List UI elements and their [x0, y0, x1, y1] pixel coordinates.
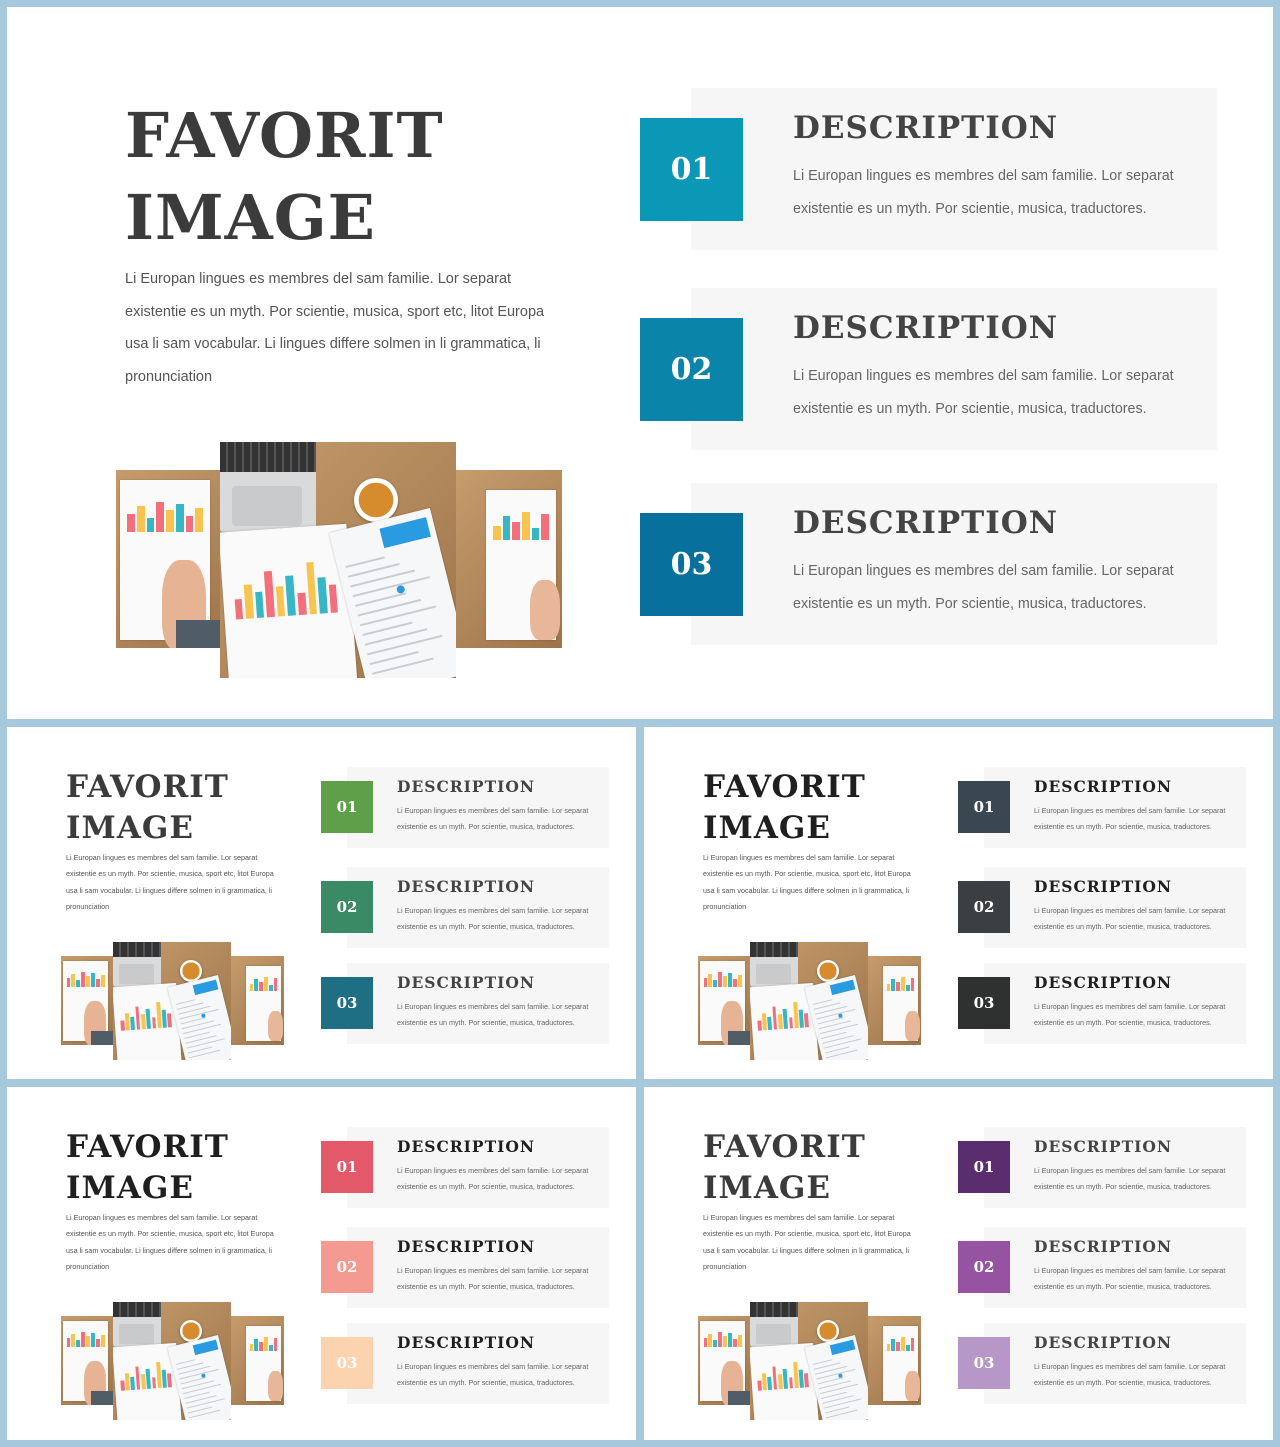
- card-title: DESCRIPTION: [397, 973, 536, 992]
- card-text: Li Europan lingues es membres del sam familie. Lor separat existentie es un myth. Por scientie, musica, traductores.: [397, 1362, 589, 1388]
- photo-left: [61, 956, 114, 1045]
- number-badge-2: 02: [958, 881, 1010, 933]
- card-text: Li Europan lingues es membres del sam familie. Lor separat existentie es un myth. Por scientie, musica, traductores.: [397, 1002, 589, 1028]
- number-badge-1: 01: [321, 781, 373, 833]
- title-line-1: FAVORIT: [125, 99, 444, 172]
- title-line-1: FAVORIT: [66, 1129, 229, 1165]
- slide-title: [125, 95, 444, 259]
- card-title: DESCRIPTION: [1034, 777, 1173, 796]
- photo-center: [750, 942, 868, 1060]
- intro-paragraph: Li Europan lingues es membres del sam familie. Lor separat existentie es un myth. Por scientie, musica, sport etc, litot Europa usa li sam vocabular. Li lingues differe solmen in li grammatica, li pronunciation: [125, 271, 545, 385]
- card-title: DESCRIPTION: [397, 877, 536, 896]
- number-badge-3: 03: [640, 513, 743, 616]
- number-badge-2: 02: [958, 1241, 1010, 1293]
- slide-title: [66, 1127, 229, 1209]
- photo-right: [231, 956, 284, 1045]
- title-line-2: IMAGE: [66, 810, 194, 846]
- number-badge-3: 03: [958, 1337, 1010, 1389]
- photo-right: [868, 1316, 921, 1405]
- card-title: DESCRIPTION: [1034, 1237, 1173, 1256]
- card-title: DESCRIPTION: [1034, 877, 1173, 896]
- card-text: Li Europan lingues es membres del sam familie. Lor separat existentie es un myth. Por scientie, musica, traductores.: [793, 168, 1174, 217]
- slide-2: [7, 727, 636, 1079]
- title-line-2: IMAGE: [125, 181, 376, 254]
- photo-left: [698, 956, 751, 1045]
- photo-center: [113, 1302, 231, 1420]
- card-title: DESCRIPTION: [397, 777, 536, 796]
- card-text: Li Europan lingues es membres del sam familie. Lor separat existentie es un myth. Por scientie, musica, traductores.: [1034, 1166, 1226, 1192]
- card-text: Li Europan lingues es membres del sam familie. Lor separat existentie es un myth. Por scientie, musica, traductores.: [397, 1166, 589, 1192]
- card-text: Li Europan lingues es membres del sam familie. Lor separat existentie es un myth. Por scientie, musica, traductores.: [397, 906, 589, 932]
- number-badge-1: 01: [640, 118, 743, 221]
- intro-paragraph: Li Europan lingues es membres del sam familie. Lor separat existentie es un myth. Por scientie, musica, sport etc, litot Europa usa li sam vocabular. Li lingues differe solmen in li grammatica, li pronunciation: [66, 853, 274, 911]
- card-title: DESCRIPTION: [793, 505, 1059, 541]
- card-title: DESCRIPTION: [397, 1137, 536, 1156]
- card-text: Li Europan lingues es membres del sam familie. Lor separat existentie es un myth. Por scientie, musica, traductores.: [1034, 1002, 1226, 1028]
- photo-center: [113, 942, 231, 1060]
- card-title: DESCRIPTION: [1034, 1333, 1173, 1352]
- card-title: DESCRIPTION: [793, 310, 1059, 346]
- card-title: DESCRIPTION: [793, 110, 1059, 146]
- photo-left: [116, 470, 222, 648]
- slide-title: [703, 1127, 866, 1209]
- number-badge-2: 02: [321, 881, 373, 933]
- card-text: Li Europan lingues es membres del sam familie. Lor separat existentie es un myth. Por scientie, musica, traductores.: [1034, 1362, 1226, 1388]
- photo-left: [61, 1316, 114, 1405]
- photo-right: [868, 956, 921, 1045]
- intro-paragraph: Li Europan lingues es membres del sam familie. Lor separat existentie es un myth. Por scientie, musica, sport etc, litot Europa usa li sam vocabular. Li lingues differe solmen in li grammatica, li pronunciation: [703, 853, 911, 911]
- number-badge-3: 03: [321, 1337, 373, 1389]
- card-text: Li Europan lingues es membres del sam familie. Lor separat existentie es un myth. Por scientie, musica, traductores.: [793, 563, 1174, 612]
- number-badge-1: 01: [958, 1141, 1010, 1193]
- slide-3: [644, 727, 1273, 1079]
- number-badge-2: 02: [321, 1241, 373, 1293]
- slide-4: [7, 1087, 636, 1440]
- card-text: Li Europan lingues es membres del sam familie. Lor separat existentie es un myth. Por scientie, musica, traductores.: [1034, 806, 1226, 832]
- slide-title: [703, 767, 866, 849]
- coffee-cup-image: [354, 478, 398, 522]
- card-text: Li Europan lingues es membres del sam familie. Lor separat existentie es un myth. Por scientie, musica, traductores.: [397, 806, 589, 832]
- card-title: DESCRIPTION: [397, 1333, 536, 1352]
- slide-title: [66, 767, 229, 849]
- photo-collage: [698, 942, 921, 1060]
- photo-right: [231, 1316, 284, 1405]
- number-badge-3: 03: [958, 977, 1010, 1029]
- number-badge-3: 03: [321, 977, 373, 1029]
- title-line-1: FAVORIT: [703, 769, 866, 805]
- number-badge-1: 01: [958, 781, 1010, 833]
- card-title: DESCRIPTION: [397, 1237, 536, 1256]
- title-line-1: FAVORIT: [66, 769, 229, 805]
- photo-center: [750, 1302, 868, 1420]
- photo-center: [220, 442, 456, 678]
- photo-collage: [698, 1302, 921, 1420]
- photo-collage: [61, 942, 284, 1060]
- number-badge-2: 02: [640, 318, 743, 421]
- card-text: Li Europan lingues es membres del sam familie. Lor separat existentie es un myth. Por scientie, musica, traductores.: [1034, 1266, 1226, 1292]
- title-line-2: IMAGE: [703, 810, 831, 846]
- photo-collage: [61, 1302, 284, 1420]
- title-line-1: FAVORIT: [703, 1129, 866, 1165]
- slide-5: [644, 1087, 1273, 1440]
- photo-right: [456, 470, 562, 648]
- title-line-2: IMAGE: [66, 1170, 194, 1206]
- card-text: Li Europan lingues es membres del sam familie. Lor separat existentie es un myth. Por scientie, musica, traductores.: [397, 1266, 589, 1292]
- card-title: DESCRIPTION: [1034, 1137, 1173, 1156]
- card-text: Li Europan lingues es membres del sam familie. Lor separat existentie es un myth. Por scientie, musica, traductores.: [1034, 906, 1226, 932]
- slide-1: [7, 7, 1273, 719]
- photo-collage: [116, 442, 562, 678]
- intro-paragraph: Li Europan lingues es membres del sam familie. Lor separat existentie es un myth. Por scientie, musica, sport etc, litot Europa usa li sam vocabular. Li lingues differe solmen in li grammatica, li pronunciation: [66, 1213, 274, 1271]
- card-text: Li Europan lingues es membres del sam familie. Lor separat existentie es un myth. Por scientie, musica, traductores.: [793, 368, 1174, 417]
- card-title: DESCRIPTION: [1034, 973, 1173, 992]
- photo-left: [698, 1316, 751, 1405]
- intro-paragraph: Li Europan lingues es membres del sam familie. Lor separat existentie es un myth. Por scientie, musica, sport etc, litot Europa usa li sam vocabular. Li lingues differe solmen in li grammatica, li pronunciation: [703, 1213, 911, 1271]
- title-line-2: IMAGE: [703, 1170, 831, 1206]
- number-badge-1: 01: [321, 1141, 373, 1193]
